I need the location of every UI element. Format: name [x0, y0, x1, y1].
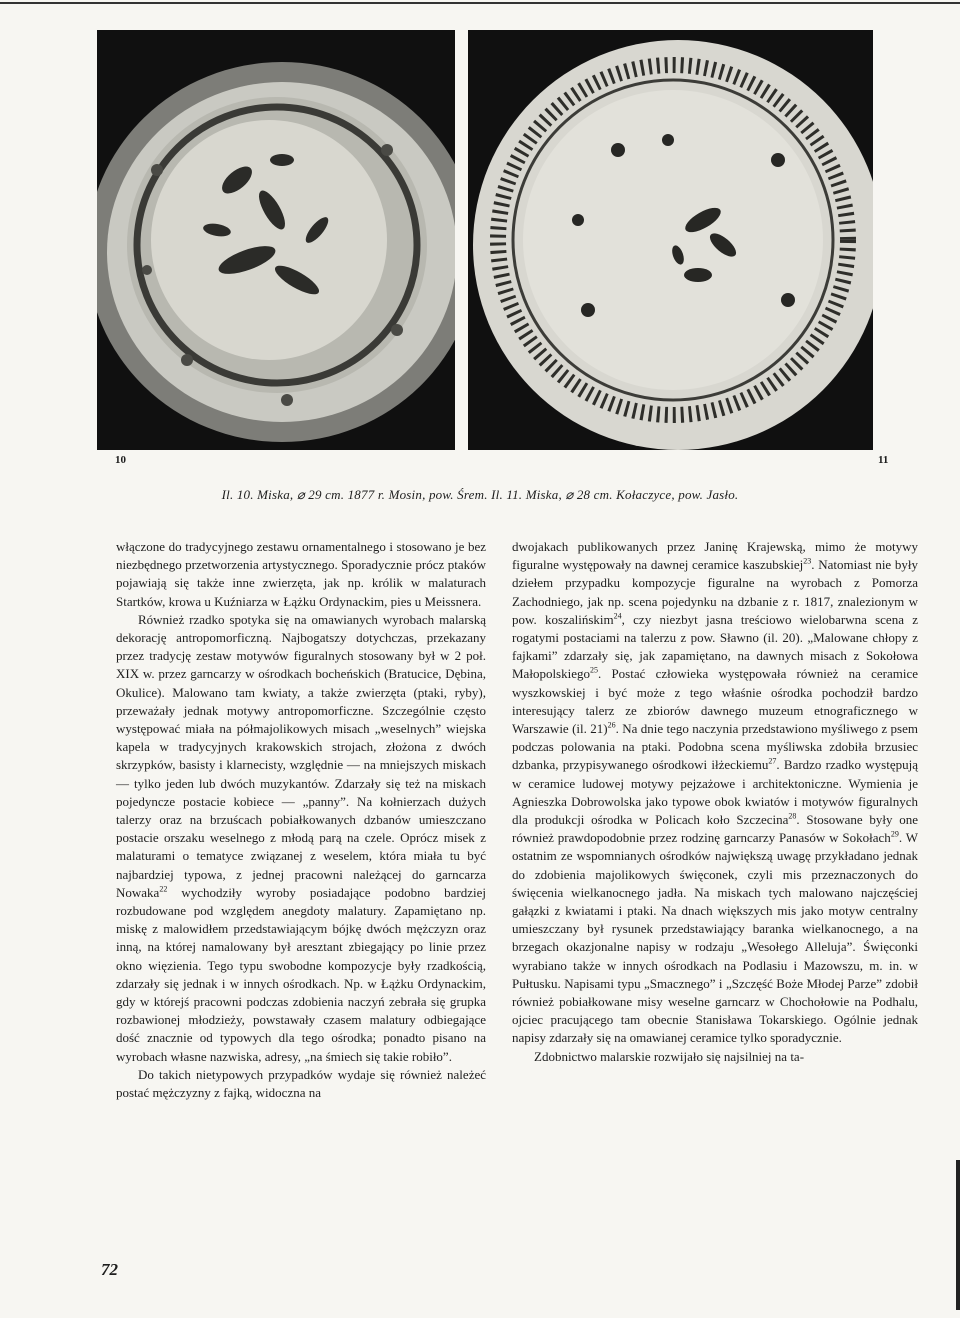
decorated-plate-icon — [97, 30, 455, 450]
plate-photo-left — [97, 30, 455, 450]
paragraph — [116, 1066, 486, 1102]
paragraph — [512, 1048, 918, 1066]
footnote-ref: 25 — [590, 666, 598, 676]
top-rule — [0, 2, 960, 4]
figure-number-11: 11 — [878, 454, 889, 466]
text-column-left — [116, 538, 486, 1102]
text-column-right — [512, 538, 918, 1066]
footnote-ref: 22 — [159, 884, 168, 894]
paragraph-text: . Stosowane były one również prawdopodobnie przez rodzinę garncarzy Panasów w Sokołach — [512, 812, 918, 846]
paragraph-text: wychodziły wyroby posiadające podobno bardziej rozbudowane pod względem anegdoty malatury. Zapamiętano np. miskę z malowidłem przedstawiającym bójkę dwóch mężczyzn oraz inną, na której namalowany był aresztant zbiegający po linie przez okno więzienia. Tego typu swobodne kompozycje były rzadkością, zdarzały się jednak i w innych ośrodkach. Np. w Łążku Ordynackim, gdy w którejś pracowni podczas zdobienia naczyń zebrała się grupka rozbawionej młodzieży, powstawały czasem malatury odbiegające dość znacznie od typowych dla tego ośrodka; ponadto pisano na wyrobach własne nazwiska, adresy, „na śmiech się takie robiło”. — [116, 884, 486, 1064]
paragraph-text: . Bardzo rzadko występują w ceramice ludowej motywy pejzażowe i architektoniczne. Wymienia je Agnieszka Dobrowolska jako typowe obok kwiatów i motywów figuralnych dla produkcji ośrodka w Policach koło Szczecina — [512, 757, 918, 828]
footnote-ref: 27 — [768, 757, 777, 767]
paragraph-text: Również rzadko spotyka się na omawianych wyrobach malarską dekorację antropomorficzną. Najbogatszy dotychczas, przekazany przez tradycję zestaw motywów figuralnych stosowany był w 2 poł. XIX w. przez garncarzy w ośrodkach bocheńskich (Bratucice, Dębina, Okulice). Malowano tam kwiaty, a także zwierzęta (ptaki, ryby), przeważały jednak motywy antropomorficzne. Szczególnie często występować miała na półmajolikowych misach „weselnych” wiejska kapela w tradycyjnych krakowskich strojach, złożona z dwóch skrzypków, basisty i klarnecisty, względnie — na mniejszych miskach — tylko jeden lub dwóch muzykantów. Zdarzały się też na miskach pojedyncze postacie kobiece — „panny”. Na kołnierzach dużych talerzy oraz na brzuścach pobiałkowanych dzbanów umieszczano postacie orszaku weselnego z młodą parą na czele. Oprócz misek z malaturami o tematyce związanej z weselem, która miała tu być najbardziej typowa, z jednej pracowni należącej do garncarza Nowaka — [116, 611, 486, 900]
paragraph-text: włączone do tradycyjnego zestawu ornamentalnego i stosowano je bez niezbędnego przetworzenia artystycznego. Sporadycznie prócz ptaków pojawiają się także inne zwierzęta, jak np. królik w malaturach Startków, krowa u Kuźniarza w Łążku Ordynackim, pies u Meissnera. — [116, 539, 486, 609]
paragraph-text: . W ostatnim ze wspomnianych ośrodków największą uwagę przykładano jednak do zdobienia majolikowych święconek, czyli mis przeznaczonych do święcenia wielkanocnego jadła. Na miskach tych malowano najczęściej gałązki z kwiatami i ptaki. Na dnach większych mis jako motyw centralny umieszczany był rysunek przedstawiający baranka wielkanocnego, a na brzegach okazjonalne napisy w rodzaju „Wesołego Alleluja”. Święconki wyrabiano także w innych ośrodkach na Podlasiu i Mazowszu, m. in. w Pułtusku. Napisami typu „Smacznego” i „Szczęść Boże Młodej Parze” zdobił również pobiałkowane misy weselne garncarz w Chochołowie na Podhalu, ojciec pracującego tam obecnie Stanisława Tokarskiego. Ogólnie jednak napisy zdarzały się na omawianej ceramice tylko sporadycznie. — [512, 830, 918, 1046]
paragraph — [116, 538, 486, 611]
paragraph-text: . Na dnie tego naczynia przedstawiono myśliwego z psem podczas polowania na ptaki. Podobna scena myśliwska zdobiła brzusiec dzbanka, przypisywanego ośrodkowi iłżeckiemu — [512, 721, 918, 773]
figure-caption: Il. 10. Miska, ⌀ 29 cm. 1877 r. Mosin, pow. Śrem. Il. 11. Miska, ⌀ 28 cm. Kołaczyce, pow. Jasło. — [221, 487, 739, 502]
footnote-ref: 24 — [613, 611, 622, 621]
paragraph-text: . Postać człowieka występowała również na ceramice wyszkowskiej i być może z tego właśnie ośrodka pochodził bardzo interesujący talerz ze zbiorów dawnego muzeum etnograficznego w Warszawie (il. 21) — [512, 666, 918, 737]
paragraph — [512, 538, 918, 1048]
footnote-ref: 23 — [803, 556, 812, 566]
plate-photo-right — [468, 30, 873, 450]
paragraph-text: , czy niezbyt jasna treściowo wielobarwna scena z rogatymi postaciami na talerzu z pow. Sławno (il. 20). „Malowane chłopy z fajkami” zdarzały się, jak zapamiętano, na dawnych misach z Sokołowa Małopolskiego — [512, 611, 918, 682]
decorated-plate-icon — [468, 30, 873, 450]
figure-number-10: 10 — [115, 454, 126, 466]
paragraph-text: . Natomiast nie były dziełem przypadku kompozycje figuralne na wyrobach z Pomorza Zachodniego, jak np. scena pojedynku na dzbanie z r. 1817, znalezionym w pow. koszalińskim — [512, 557, 918, 627]
paragraph-text: dwojakach publikowanych przez Janinę Krajewską, mimo że motywy figuralne występowały na dawnej ceramice kaszubskiej — [512, 539, 918, 573]
paragraph — [116, 611, 486, 1066]
footnote-ref: 29 — [890, 829, 899, 839]
page-number: 72 — [101, 1260, 118, 1279]
paragraph-text: Do takich nietypowych przypadków wydaje się również należeć postać mężczyzny z fajką, widoczna na — [116, 1066, 486, 1101]
footnote-ref: 28 — [788, 811, 797, 821]
scan-edge-mark — [956, 1160, 960, 1310]
paragraph-text: Zdobnictwo malarskie rozwijało się najsilniej na ta- — [534, 1048, 805, 1064]
footnote-ref: 26 — [607, 720, 616, 730]
